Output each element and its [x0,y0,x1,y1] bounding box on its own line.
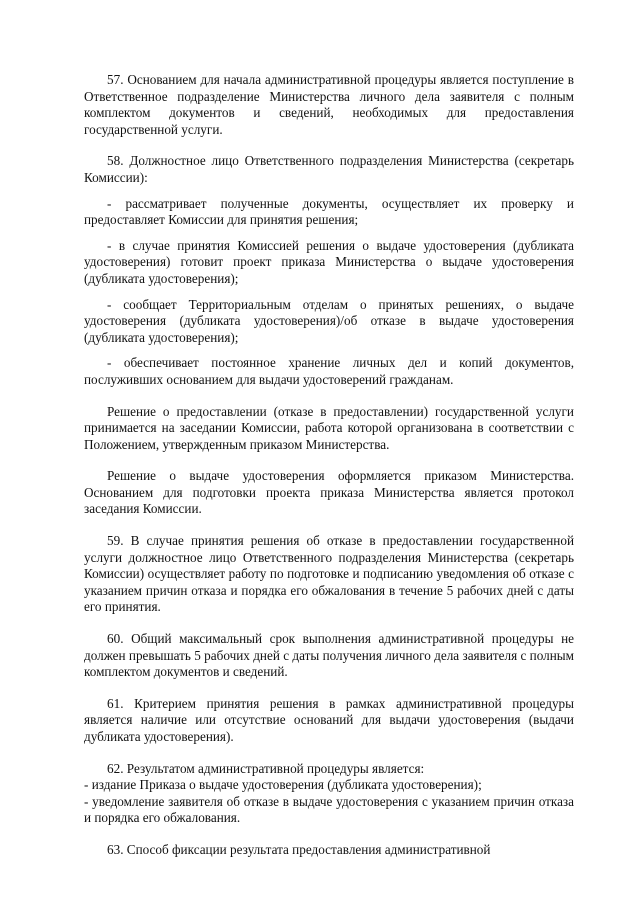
paragraph-62 [84,761,574,778]
paragraph-58-item-review: - рассматривает полученные документы, осуществляет их проверку и предоставляет Комиссии для принятия решения; [84,195,574,228]
paragraph-61: 61. Критерием принятия решения в рамках административной процедуры является наличие или отсутствие оснований для выдачи удостоверения (выдачи дубликата удостоверения). [84,695,574,744]
paragraph-59: 59. В случае принятия решения об отказе в предоставлении государственной услуги должностное лицо Ответственного подразделения Министерства (секретарь Комиссии) осуществляет работу по подготовке и подписанию уведомления об отказе с указанием причин отказа и порядка его обжалования в течение 5 рабочих дней с даты его принятия. [84,533,574,615]
paragraph-58-item-storage: - обеспечивает постоянное хранение личных дел и копий документов, послуживших основанием для выдачи удостоверений гражданам. [84,355,574,387]
paragraph-58-item-notify: - сообщает Территориальным отделам о принятых решениях, о выдаче удостоверения (дубликата удостоверения)/об отказе в выдаче удостоверения (дубликата удостоверения); [84,296,574,345]
paragraph-58-item-draft-order: - в случае принятия Комиссией решения о выдаче удостоверения (дубликата удостоверения) готовит проект приказа Министерства о выдаче удостоверения (дубликата удостоверения); [84,237,574,286]
paragraph-62-heading: 62. Результатом административной процедуры является: [107,760,425,776]
paragraph-decision-order: Решение о выдаче удостоверения оформляется приказом Министерства. Основанием для подготовки проекта приказа Министерства является протокол заседания Комиссии. [84,468,574,517]
paragraph-63: 63. Способ фиксации результата предоставления административной [107,841,491,857]
paragraph-62-item-notification: - уведомление заявителя об отказе в выдаче удостоверения с указанием причин отказа и порядка его обжалования. [84,793,574,826]
paragraph-57: 57. Основанием для начала административной процедуры является поступление в Ответственное подразделение Министерства личного дела заявителя с полным комплектом документов и сведений, необходимых для предоставления государственной услуги. [84,72,574,137]
paragraph-decision-commission: Решение о предоставлении (отказе в предоставлении) государственной услуги принимается на заседании Комиссии, работа которой организована в соответствии с Положением, утвержденным приказом Министерства. [84,403,574,452]
paragraph-60: 60. Общий максимальный срок выполнения административной процедуры не должен превышать 5 рабочих дней с даты получения личного дела заявителя с полным комплектом документов и сведений. [84,631,574,680]
paragraph-62-item-order: - издание Приказа о выдаче удостоверения (дубликата удостоверения); [84,777,482,793]
paragraph-58: 58. Должностное лицо Ответственного подразделения Министерства (секретарь Комиссии): [84,153,574,185]
